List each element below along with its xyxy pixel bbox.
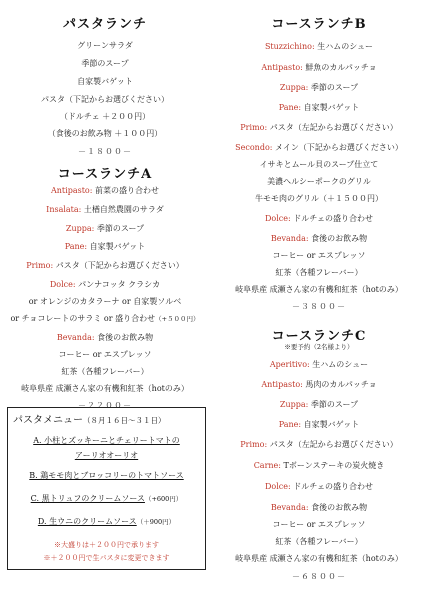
pasta-menu-item-text: アーリオオーリオ: [74, 451, 139, 460]
course-text: 季節のスープ: [310, 400, 359, 409]
pasta-lunch-title: パスタランチ: [62, 17, 147, 32]
dolce-extra-price: （+５００円）: [155, 315, 200, 323]
pasta-lunch-item: （食後のお飲み物 ＋１００円）: [47, 129, 163, 138]
pasta-menu-item: [0, 436, 213, 446]
course-text: 生ハムのシュー: [317, 42, 374, 51]
dolce-option: [0, 314, 210, 324]
course-c-title: コースランチC: [271, 329, 367, 344]
course-label: Antipasto:: [261, 63, 303, 72]
course-label: Pane:: [278, 103, 302, 112]
pasta-menu-note: ※大盛りは＋２００円で承ります: [54, 541, 159, 549]
course-text: 自家製バゲット: [303, 420, 360, 429]
course-a-item: [0, 186, 210, 196]
pasta-menu-item: [0, 517, 213, 527]
course-a-price: －２２００－: [78, 401, 132, 410]
secondo-option: 牛モモ肉のグリル（＋１５００円）: [255, 194, 383, 203]
course-c-subtitle: ※要予約（2名様より）: [284, 343, 354, 351]
pasta-menu-item-text: A. 小柱とズッキーニとチェリートマトの: [33, 436, 180, 445]
course-c-item: [216, 400, 422, 410]
course-a-item: [0, 280, 210, 290]
course-text: 季節のスープ: [310, 83, 359, 92]
course-text: 食後のお飲み物: [311, 503, 368, 512]
pasta-menu-item: [0, 471, 213, 481]
course-label: Secondo:: [235, 143, 273, 152]
drink-item: 紅茶（各種フレーバー）: [275, 537, 363, 546]
secondo-option: イサキとムール貝のスープ仕立て: [259, 160, 379, 169]
drink-item: コーヒー or エスプレッソ: [272, 251, 366, 260]
course-b-item: [216, 63, 422, 73]
course-label: Antipasto:: [261, 380, 303, 389]
course-text: パスタ（左記からお選びください）: [269, 440, 398, 449]
drink-item: コーヒー or エスプレッソ: [272, 520, 366, 529]
drink-item: 紅茶（各種フレーバー）: [61, 367, 149, 376]
course-text: Tボーンステーキの炭火焼き: [283, 461, 385, 470]
drink-item: 岐阜県産 成瀬さん家の有機和紅茶（hotのみ）: [235, 285, 403, 294]
course-label: Zuppa:: [65, 224, 95, 233]
course-text: パスタ（下記からお選びください）: [55, 261, 184, 270]
pasta-menu-heading: パスタメニュー: [13, 415, 83, 426]
course-c-item: [216, 482, 422, 492]
dolce-option-text: or チョコレートのサラミ or 盛り合わせ: [10, 314, 156, 323]
drink-item: コーヒー or エスプレッソ: [58, 350, 152, 359]
course-text: 食後のお飲み物: [311, 234, 368, 243]
course-label: Dolce:: [264, 214, 291, 223]
course-c-item: [216, 420, 422, 430]
course-label: Insalata:: [46, 205, 82, 214]
course-label: Aperitivo:: [269, 360, 310, 369]
course-b-item: [216, 143, 422, 153]
course-label: Bevanda:: [56, 333, 95, 342]
dolce-option: or オレンジのカタラーナ or 自家製ソルベ: [28, 297, 182, 306]
course-c-item: [216, 440, 422, 450]
course-label: Antipasto:: [51, 186, 93, 195]
pasta-lunch-price: －１８００－: [78, 147, 132, 156]
pasta-menu-item-extra: （＋900円）: [136, 518, 176, 526]
course-label: Pane:: [278, 420, 302, 429]
course-b-bevanda: [216, 234, 422, 244]
pasta-lunch-item: グリーンサラダ: [77, 41, 133, 50]
pasta-lunch-item: 自家製バゲット: [77, 77, 133, 86]
course-label: Carne:: [253, 461, 281, 470]
course-label: Dolce:: [264, 482, 291, 491]
course-a-title: コースランチA: [57, 167, 153, 182]
course-text: 自家製バゲット: [303, 103, 360, 112]
secondo-option: 美濃ヘルシーポークのグリル: [267, 177, 371, 186]
course-b-price: －３８００－: [292, 302, 346, 311]
drink-item: 岐阜県産 成瀬さん家の有機和紅茶（hotのみ）: [235, 554, 403, 563]
drink-item: 岐阜県産 成瀬さん家の有機和紅茶（hotのみ）: [21, 384, 189, 393]
course-text: 前菜の盛り合わせ: [94, 186, 159, 195]
pasta-menu-period: （８月１６日～３１日）: [83, 416, 166, 425]
course-b-item: [216, 42, 422, 52]
course-b-dolce: [216, 214, 422, 224]
course-text: メイン（下記からお選びください）: [275, 143, 403, 152]
pasta-menu-item: [0, 494, 213, 504]
pasta-menu-note: ※＋２００円で生パスタに変更できます: [43, 554, 170, 562]
course-label: Bevanda:: [270, 234, 309, 243]
course-text: 馬肉のカルパッチョ: [305, 380, 377, 389]
course-a-item: [0, 224, 210, 234]
pasta-menu-item-text: D. 生ウニのクリームソース: [37, 517, 137, 526]
course-label: Bevanda:: [270, 503, 309, 512]
pasta-lunch-item: パスタ（下記からお選びください）: [41, 95, 169, 104]
course-label: Primo:: [26, 261, 54, 270]
course-text: パンナコッタ クラシカ: [78, 280, 161, 289]
course-label: Zuppa:: [279, 83, 309, 92]
course-c-item: [216, 380, 422, 390]
course-label: Stuzzichino:: [264, 42, 315, 51]
course-a-item: [0, 242, 210, 252]
course-b-item: [216, 83, 422, 93]
course-text: 季節のスープ: [96, 224, 145, 233]
course-label: Pane:: [64, 242, 88, 251]
course-text: 生ハムのシュー: [312, 360, 369, 369]
pasta-menu-item-extra: （+600円）: [144, 495, 183, 503]
pasta-menu-item-text: B. 鶏モモ肉とブロッコリーのトマトソース: [29, 471, 184, 480]
course-b-item: [216, 103, 422, 113]
pasta-lunch-item: （ドルチェ ＋２００円）: [59, 112, 151, 121]
course-text: ドルチェの盛り合わせ: [293, 482, 373, 491]
course-text: 鮮魚のカルパッチョ: [305, 63, 377, 72]
course-label: Dolce:: [49, 280, 76, 289]
course-b-title: コースランチB: [271, 17, 367, 32]
course-a-bevanda: [0, 333, 210, 343]
course-text: 食後のお飲み物: [97, 333, 154, 342]
course-text: 土楢自然農園のサラダ: [83, 205, 164, 214]
course-label: Primo:: [240, 123, 268, 132]
course-c-item: [216, 503, 422, 513]
course-text: パスタ（左記からお選びください）: [269, 123, 398, 132]
course-text: ドルチェの盛り合わせ: [293, 214, 373, 223]
pasta-menu-title: [13, 411, 166, 426]
course-c-price: －６８００－: [292, 572, 346, 581]
course-a-item: [0, 261, 210, 271]
pasta-menu-item-text: C. 黒トリュフのクリームソース: [30, 494, 145, 503]
pasta-lunch-item: 季節のスープ: [81, 59, 129, 68]
drink-item: 紅茶（各種フレーバー）: [275, 268, 363, 277]
course-c-item: [216, 461, 422, 471]
course-a-item: [0, 205, 210, 215]
pasta-menu-item: [0, 451, 213, 461]
course-label: Zuppa:: [279, 400, 309, 409]
course-b-item: [216, 123, 422, 133]
course-c-item: [216, 360, 422, 370]
course-label: Primo:: [240, 440, 268, 449]
course-text: 自家製バゲット: [89, 242, 146, 251]
